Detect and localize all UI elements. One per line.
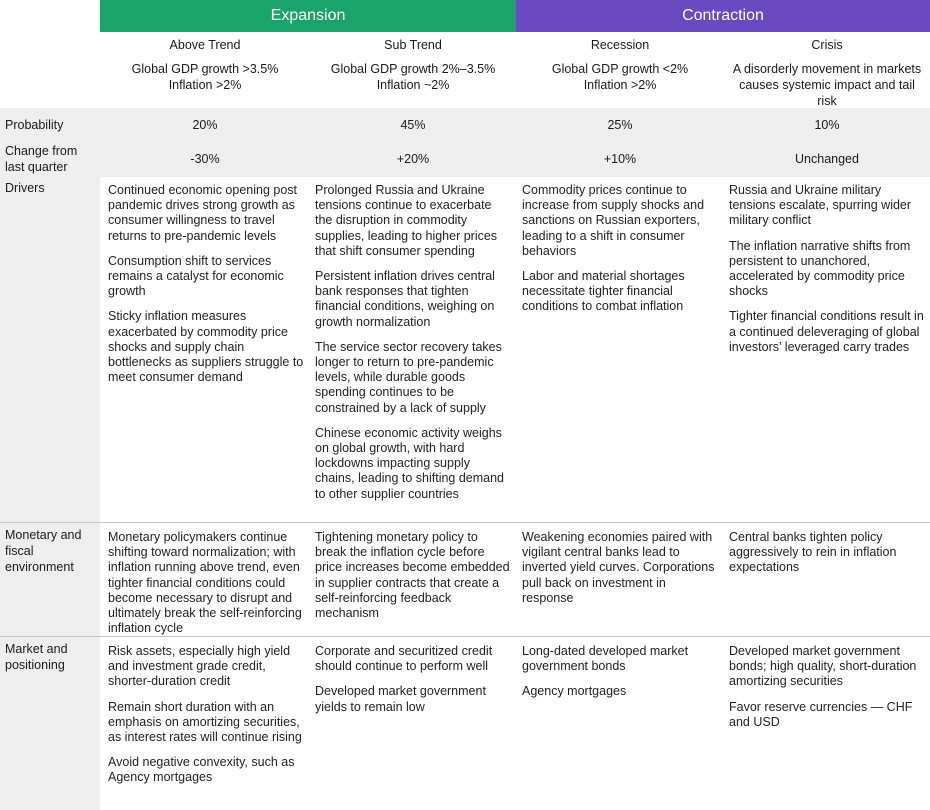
market-item: Developed market government bonds; high quality, short-duration amortizing securities (729, 644, 917, 689)
driver-item: Tighter financial conditions result in a continued deleveraging of global investors’ leveraged carry trades (729, 309, 924, 354)
drivers-recession (522, 183, 718, 325)
scenario-name: Sub Trend (384, 38, 442, 52)
market-crisis (729, 644, 925, 740)
monetary-item: Tightening monetary policy to break the inflation cycle before price increases become embedded in supplier contracts that create a self-reinforcing feedback mechanism (315, 530, 510, 621)
monetary-recession (522, 530, 718, 616)
scenario-gdp: Global GDP growth <2% (551, 62, 689, 76)
scenario-description: A disorderly movement in markets causes systemic impact and tail risk (732, 62, 922, 108)
row-divider (0, 522, 930, 523)
scenario-name: Above Trend (169, 38, 241, 52)
driver-item: Continued economic opening post pandemic drives strong growth as consumer willingness to travel returns to pre-pandemic levels (108, 183, 298, 243)
market-item: Agency mortgages (522, 684, 627, 699)
scenario-inflation: Inflation >2% (583, 78, 657, 92)
probability-recession: 25% (607, 118, 633, 132)
change-above-trend: -30% (190, 152, 220, 166)
scenario-inflation: Inflation ~2% (376, 78, 450, 92)
drivers-label: Drivers (5, 181, 45, 195)
market-sub-trend (315, 644, 511, 725)
driver-item: Commodity prices continue to increase from supply shocks and sanctions on Russian exporters, leading to a shift in consumer behaviors (522, 183, 705, 258)
market-recession (522, 644, 718, 710)
scenario-header-sub-trend (310, 37, 516, 93)
scenario-name: Recession (590, 38, 650, 52)
scenario-gdp: Global GDP growth 2%–3.5% (330, 62, 496, 76)
expansion-band: Expansion (100, 0, 516, 32)
monetary-sub-trend (315, 530, 511, 631)
market-item: Favor reserve currencies — CHF and USD (729, 699, 913, 729)
driver-item: Labor and material shortages necessitate tighter financial conditions to combat inflation (522, 269, 685, 314)
monetary-crisis (729, 530, 925, 586)
change-label: Change from last quarter (5, 144, 78, 174)
monetary-item: Central banks tighten policy aggressively to rein in inflation expectations (729, 530, 897, 575)
monetary-item: Weakening economies paired with vigilant central banks lead to inverted yield curves. Corporations pull back on investment in response (522, 530, 715, 605)
change-recession: +10% (603, 152, 637, 166)
market-item: Remain short duration with an emphasis on amortizing securities, as interest rates will continue rising (108, 699, 302, 745)
driver-item: Chinese economic activity weighs on global growth, with hard lockdowns impacting supply chains, leading to shifting demand to other supplier countries (315, 425, 505, 501)
drivers-above-trend (108, 183, 304, 395)
change-crisis: Unchanged (795, 152, 859, 166)
driver-item: Sticky inflation measures exacerbated by commodity price shocks and supply chain bottlenecks as suppliers struggle to meet consumer demand (108, 309, 304, 385)
monetary-above-trend (108, 530, 306, 646)
label-column (0, 177, 100, 810)
market-item: Corporate and securitized credit should continue to perform well (315, 644, 493, 674)
drivers-sub-trend (315, 183, 511, 512)
probability-crisis: 10% (814, 118, 840, 132)
contraction-band: Contraction (516, 0, 930, 32)
drivers-crisis (729, 183, 925, 365)
market-above-trend (108, 644, 304, 796)
scenario-header-crisis (724, 37, 930, 109)
probability-label: Probability (5, 118, 64, 132)
driver-item: Prolonged Russia and Ukraine tensions continue to exacerbate the disruption in commodity supplies, leading to higher prices that shift consumer spending (315, 183, 498, 258)
probability-sub-trend: 45% (400, 118, 426, 132)
market-item: Developed market government yields to remain low (315, 684, 486, 714)
scenario-gdp: Global GDP growth >3.5% (131, 62, 279, 76)
scenario-header-above-trend (102, 37, 308, 93)
scenario-name: Crisis (811, 38, 843, 52)
driver-item: Russia and Ukraine military tensions escalate, spurring wider military conflict (729, 183, 912, 228)
change-sub-trend: +20% (396, 152, 430, 166)
market-item: Avoid negative convexity, such as Agency mortgages (108, 755, 295, 785)
probability-above-trend: 20% (192, 118, 218, 132)
driver-item: The service sector recovery takes longer to return to pre-pandemic levels, while durable goods spending continues to be constrained by a lack of supply (315, 339, 502, 415)
driver-item: Persistent inflation drives central bank responses that tighten financial conditions, weighing on growth normalization (315, 269, 495, 329)
monetary-item: Monetary policymakers continue shifting toward normalization; with inflation running above trend, even tighter financial conditions could become necessary to disrupt and ultimately break the self-reinforcing inflation cycle (108, 530, 302, 636)
driver-item: The inflation narrative shifts from persistent to unanchored, accelerated by commodity price shocks (729, 238, 911, 299)
market-item: Long-dated developed market government bonds (522, 644, 689, 674)
monetary-label: Monetary and fiscal environment (5, 528, 82, 574)
scenario-inflation: Inflation >2% (168, 78, 242, 92)
market-label: Market and positioning (5, 642, 68, 672)
market-item: Risk assets, especially high yield and investment grade credit, shorter-duration credit (108, 644, 291, 689)
scenario-header-recession (517, 37, 723, 93)
driver-item: Consumption shift to services remains a catalyst for economic growth (108, 253, 284, 299)
